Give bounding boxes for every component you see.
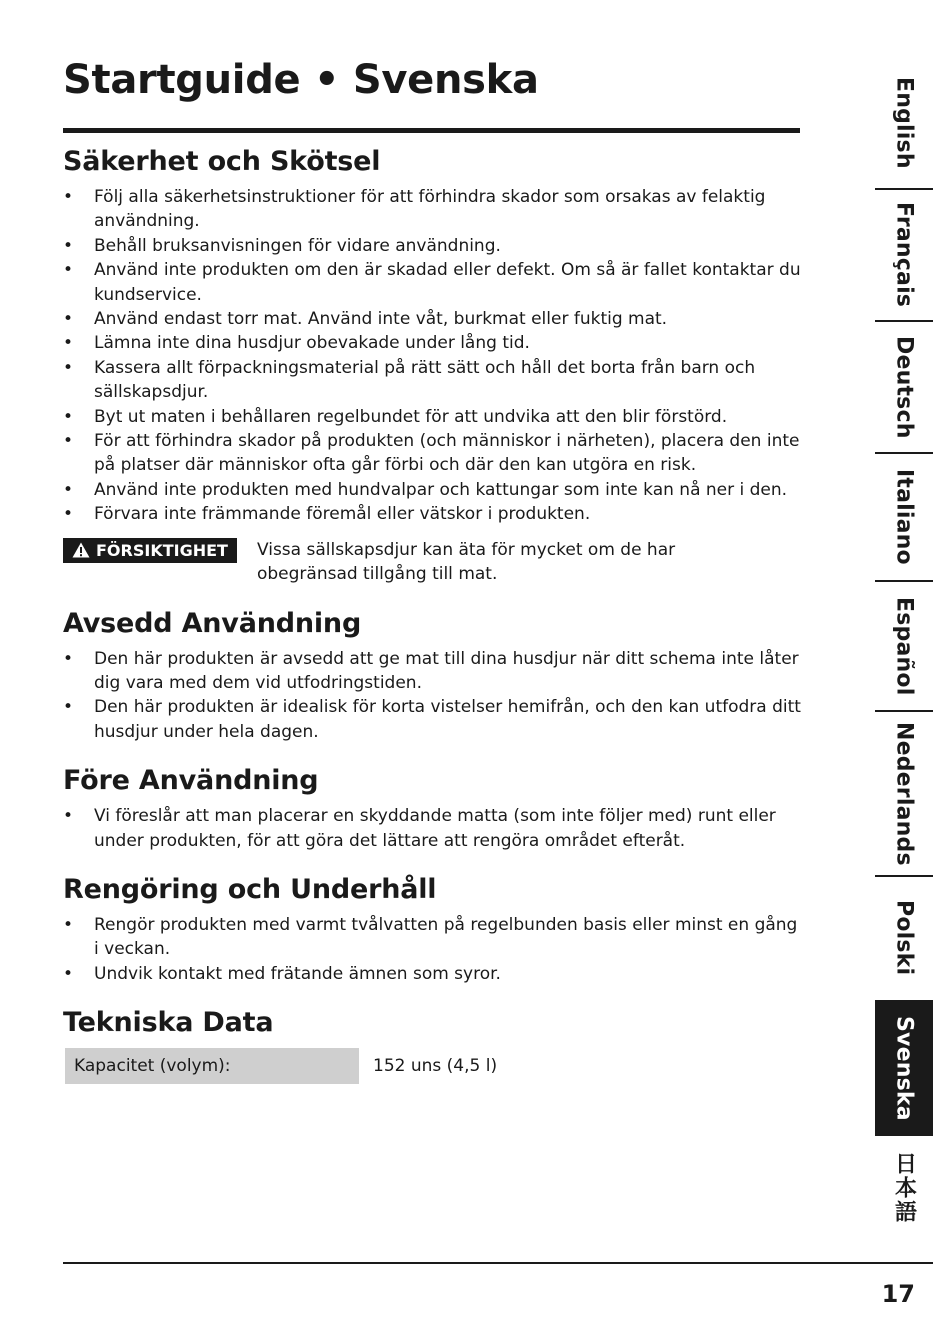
lang-tab-francais[interactable] — [875, 189, 933, 321]
lang-tab-label: Italiano — [891, 469, 917, 565]
cleaning-list — [63, 913, 803, 986]
list-item: • Byt ut maten i behållaren regelbundet för att undvika att den blir förstörd. — [63, 405, 803, 429]
cleaning-heading: Rengöring och Underhåll — [63, 873, 437, 905]
list-item: • Förvara inte främmande föremål eller vätskor i produkten. — [63, 502, 803, 526]
safety-section — [63, 145, 803, 587]
page-number: 17 — [881, 1280, 915, 1308]
spec-value: 152 uns (4,5 l) — [373, 1056, 498, 1077]
lang-tab-espanol[interactable] — [875, 581, 933, 711]
caution-badge — [63, 538, 237, 563]
lang-tab-japanese[interactable] — [875, 1138, 933, 1238]
lang-tab-polski[interactable] — [875, 876, 933, 1000]
lang-tab-label: Nederlands — [891, 721, 917, 866]
lang-tab-label: Français — [891, 202, 917, 308]
cleaning-section — [63, 873, 803, 986]
lang-tab-label: English — [891, 76, 917, 169]
before-use-section — [63, 764, 803, 853]
lang-tab-nederlands[interactable] — [875, 711, 933, 876]
tab-separator — [875, 320, 933, 322]
intended-use-heading: Avsedd Användning — [63, 607, 362, 639]
caution-note — [63, 538, 803, 587]
main-content — [63, 56, 803, 1084]
safety-list — [63, 185, 803, 527]
title-divider — [63, 128, 800, 133]
list-item: • Använd inte produkten om den är skadad eller defekt. Om så är fallet kontaktar du kundservice. — [63, 258, 803, 307]
safety-heading: Säkerhet och Skötsel — [63, 146, 381, 177]
list-item: • Den här produkten är avsedd att ge mat till dina husdjur när ditt schema inte låter dig vara med dem vid utfodringstiden. — [63, 647, 803, 696]
footer-divider — [63, 1262, 933, 1264]
tab-separator — [875, 188, 933, 190]
specs-heading: Tekniska Data — [63, 1007, 274, 1039]
lang-tab-label: Español — [891, 596, 917, 696]
before-use-list — [63, 804, 803, 853]
list-item: • Rengör produkten med varmt tvålvatten på regelbunden basis eller minst en gång i veckan. — [63, 913, 803, 962]
lang-tab-label: Deutsch — [891, 335, 917, 439]
list-item: • Följ alla säkerhetsinstruktioner för att förhindra skador som orsakas av felaktig användning. — [63, 185, 803, 234]
spec-row-capacity — [63, 1048, 803, 1084]
list-item: • Vi föreslår att man placerar en skyddande matta (som inte följer med) runt eller under produkten, för att göra det lättare att rengöra området efteråt. — [63, 804, 803, 853]
lang-tab-deutsch[interactable] — [875, 321, 933, 453]
list-item: • Lämna inte dina husdjur obevakade under lång tid. — [63, 331, 803, 355]
tab-separator — [875, 452, 933, 454]
list-item: • Behåll bruksanvisningen för vidare användning. — [63, 234, 803, 258]
spec-label: Kapacitet (volym): — [65, 1048, 359, 1084]
tab-separator — [875, 875, 933, 877]
lang-tab-english[interactable] — [875, 56, 933, 189]
list-item: • Kassera allt förpackningsmaterial på rätt sätt och håll det borta från barn och sällskapsdjur. — [63, 356, 803, 405]
lang-tab-label: Polski — [891, 900, 917, 976]
page-title: Startguide • Svenska — [63, 57, 539, 103]
lang-tab-label: 日本語 — [891, 1152, 917, 1224]
list-item: • Den här produkten är idealisk för korta vistelser hemifrån, och den kan utfodra ditt husdjur under hela dagen. — [63, 695, 803, 744]
before-use-heading: Före Användning — [63, 765, 319, 797]
list-item: • För att förhindra skador på produkten (och människor i närheten), placera den inte på platser där människor ofta går förbi och där den kan utgöra en risk. — [63, 429, 803, 478]
intended-use-section — [63, 607, 803, 745]
intended-use-list — [63, 647, 803, 745]
tab-separator — [875, 710, 933, 712]
list-item: • Undvik kontakt med frätande ämnen som syror. — [63, 962, 803, 986]
caution-text: Vissa sällskapsdjur kan äta för mycket om de har obegränsad tillgång till mat. — [256, 539, 676, 585]
lang-tab-svenska[interactable] — [875, 1000, 933, 1136]
list-item: • Använd endast torr mat. Använd inte våt, burkmat eller fuktig mat. — [63, 307, 803, 331]
specs-section — [63, 1006, 803, 1084]
warning-triangle-icon — [72, 542, 90, 558]
list-item: • Använd inte produkten med hundvalpar och kattungar som inte kan nå ner i den. — [63, 478, 803, 502]
lang-tab-italiano[interactable] — [875, 453, 933, 581]
tab-separator — [875, 580, 933, 582]
lang-tab-label: Svenska — [891, 1015, 917, 1121]
caution-label: FÖRSIKTIGHET — [96, 540, 228, 560]
